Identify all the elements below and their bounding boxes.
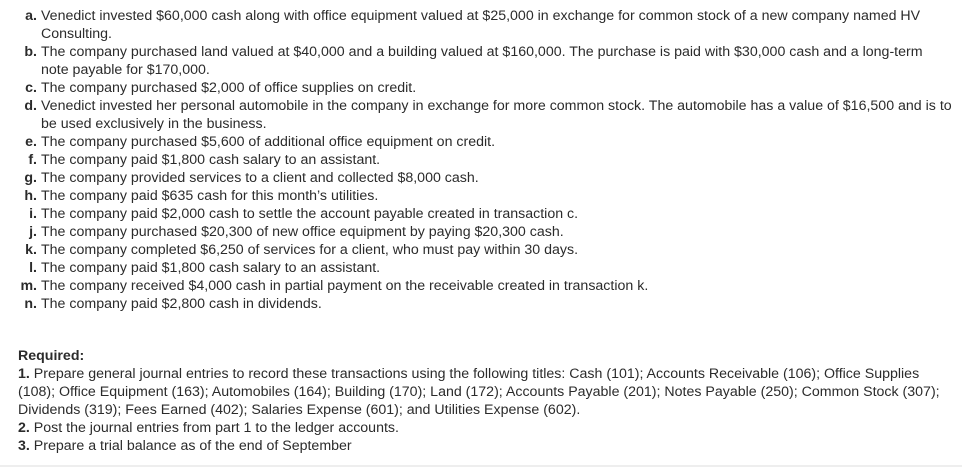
transaction-j [0, 223, 958, 241]
required-item-text: Prepare general journal entries to record these transactions using the following titles: Cash (101); Accounts Receivable (106); Office Supplies (108); Office Equipment (163); Automobiles (164); Building (170); Land (172); Accounts Payable (201); Notes Payable (250); Common Stock (307); Dividends (319); Fees Earned (402); Salaries Expense (601); and Utilities Expense (602). [18, 366, 940, 418]
required-item-text: Prepare a trial balance as of the end of September [33, 438, 352, 454]
transaction-text: The company paid $2,000 cash to settle the account payable created in transaction c. [41, 206, 579, 222]
transaction-a [0, 7, 958, 43]
transaction-f [0, 151, 958, 169]
required-item-number: 3. [18, 438, 30, 454]
transaction-text: The company purchased $20,300 of new office equipment by paying $20,300 cash. [41, 224, 564, 240]
required-item-3 [18, 437, 948, 455]
transaction-label: h. [24, 188, 37, 204]
transaction-label: g. [24, 170, 37, 186]
transaction-label: c. [25, 80, 37, 96]
transaction-label: e. [25, 134, 37, 150]
transaction-d [0, 97, 958, 133]
required-item-2 [18, 419, 948, 437]
transaction-label: b. [24, 44, 37, 60]
transaction-label: k. [25, 242, 37, 258]
transaction-g [0, 169, 958, 187]
transaction-text: The company purchased land valued at $40,000 and a building valued at $160,000. The purchase is paid with $30,000 cash and a long-term note payable for $170,000. [41, 44, 923, 78]
transaction-n [0, 295, 958, 313]
transaction-text: The company paid $1,800 cash salary to an assistant. [41, 260, 381, 276]
transaction-text: The company purchased $5,600 of additional office equipment on credit. [41, 134, 496, 150]
transaction-label: f. [28, 152, 37, 168]
required-heading: Required: [18, 348, 85, 364]
transaction-label: j. [29, 224, 37, 240]
transaction-text: The company provided services to a client and collected $8,000 cash. [41, 170, 479, 186]
transaction-label: n. [24, 296, 37, 312]
transaction-label: i. [29, 206, 37, 222]
transaction-k [0, 241, 958, 259]
transaction-list [0, 7, 958, 313]
transaction-text: The company purchased $2,000 of office supplies on credit. [41, 80, 417, 96]
transaction-h [0, 187, 958, 205]
transaction-label: a. [25, 8, 37, 24]
required-item-number: 2. [18, 420, 30, 436]
transaction-text: The company paid $635 cash for this month’s utilities. [41, 188, 379, 204]
transaction-text: The company received $4,000 cash in partial payment on the receivable created in transaction k. [41, 278, 649, 294]
transaction-m [0, 277, 958, 295]
transaction-text: Venedict invested $60,000 cash along with office equipment valued at $25,000 in exchange for common stock of a new company named HV Consulting. [41, 8, 921, 42]
transaction-text: The company paid $2,800 cash in dividends. [41, 296, 322, 312]
transaction-l [0, 259, 958, 277]
transaction-label: m. [20, 278, 37, 294]
transaction-c [0, 79, 958, 97]
transaction-e [0, 133, 958, 151]
transaction-label: l. [29, 260, 37, 276]
transaction-text: The company paid $1,800 cash salary to an assistant. [41, 152, 381, 168]
required-section [18, 347, 948, 455]
required-item-number: 1. [18, 366, 30, 382]
transaction-b [0, 43, 958, 79]
required-item-1 [18, 365, 948, 419]
transaction-text: The company completed $6,250 of services for a client, who must pay within 30 days. [41, 242, 579, 258]
transaction-i [0, 205, 958, 223]
transaction-text: Venedict invested her personal automobile in the company in exchange for more common stock. The automobile has a value of $16,500 and is to be used exclusively in the business. [41, 98, 952, 132]
transaction-label: d. [24, 98, 37, 114]
required-item-text: Post the journal entries from part 1 to the ledger accounts. [33, 420, 399, 436]
